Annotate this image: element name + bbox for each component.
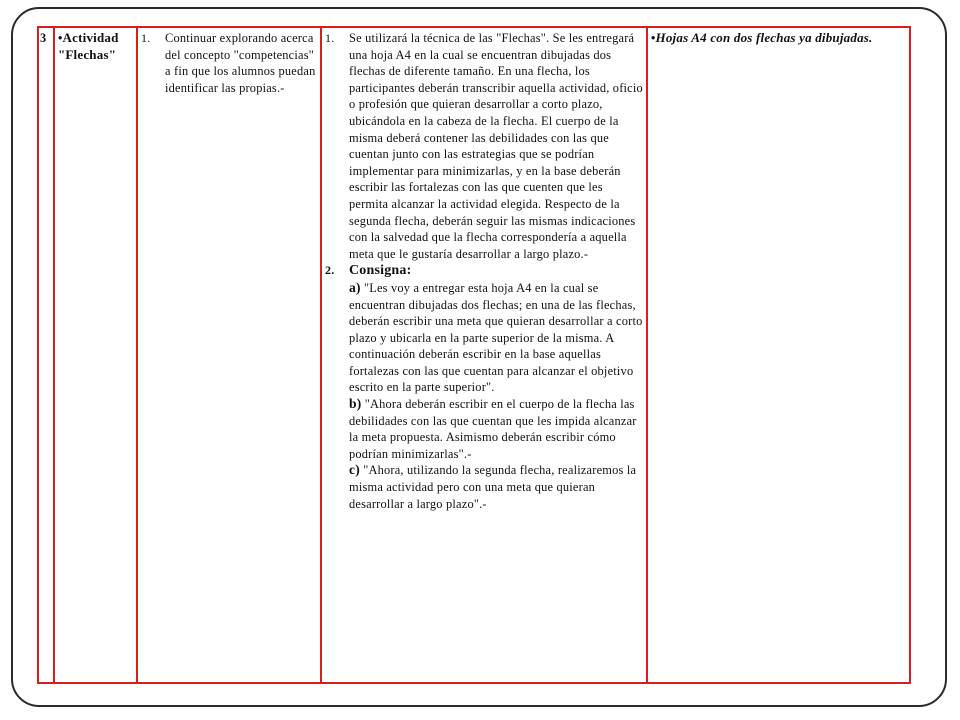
- sub-item-a-text: "Les voy a entregar esta hoja A4 en la cual se encuentran dibujadas dos flechas; en una de las flechas, deberán escribir una meta que quieran desarrollar a corto plazo y ubicarla en la parte superior de la misma. A continuación deberán escribir en la base aquellas fortalezas con las que cuentan para alcanzar el objetivo escrito en la parte superior".: [349, 280, 643, 395]
- consigna-title: Consigna:: [349, 263, 412, 279]
- sub-item-b-label: b): [349, 396, 362, 412]
- bullet-icon: •: [58, 31, 63, 45]
- list-item: [141, 30, 317, 96]
- bullet-icon: •: [651, 31, 656, 45]
- row-number: 3: [40, 31, 47, 45]
- row-number-cell: [38, 27, 54, 683]
- list-item: [325, 30, 643, 262]
- table-row: [38, 27, 910, 683]
- objectives-list: [141, 30, 317, 96]
- activity-title: Actividad "Flechas": [58, 30, 119, 62]
- resources-text: Hojas A4 con dos flechas ya dibujadas.: [655, 30, 873, 45]
- resources-cell: [647, 27, 910, 683]
- sub-item-b-text: "Ahora deberán escribir en el cuerpo de la flecha las debilidades con las que cuentan que les impida alcanzar la meta propuesta. Asimismo deberán escribir cómo podrían minimizarlas".-: [349, 397, 637, 461]
- item-number: 1.: [141, 31, 151, 45]
- sub-item-c-label: c): [349, 462, 360, 478]
- sub-item-c-text: "Ahora, utilizando la segunda flecha, realizaremos la misma actividad pero con una meta que quieran desarrollar a largo plazo".-: [349, 463, 637, 511]
- item-number: 2.: [325, 263, 335, 278]
- objectives-cell: [137, 27, 321, 683]
- description-list: [325, 30, 643, 512]
- objective-text: Continuar explorando acerca del concepto "competencias" a fin que los alumnos puedan identificar las propias.-: [165, 31, 316, 95]
- list-item: [325, 262, 643, 512]
- activity-cell: [54, 27, 137, 683]
- activity-table: [37, 26, 911, 684]
- item-number: 1.: [325, 31, 335, 45]
- sub-item-a-label: a): [349, 279, 361, 295]
- technique-text: Se utilizará la técnica de las "Flechas". Se les entregará una hoja A4 en la cual se encuentran dibujadas dos flechas de diferente tamaño. En una flecha, los participantes deberán transcribir aquella actividad, oficio o profesión que quieran desarrollar a corto plazo, ubicándola en la cabeza de la flecha. El cuerpo de la misma deberá contener las debilidades con las que cuentan junto con las estrategias que se podrían implementar para minimizarlas, y en la base deberán escribir las fortalezas con las que cuenten que les permita alcanzar la actividad elegida. Respecto de la segunda flecha, deberán seguir las mismas indicaciones con la salvedad que la flecha correspondería a aquella meta que le gustaría desarrollar a largo plazo.-: [349, 31, 643, 261]
- description-cell: [321, 27, 647, 683]
